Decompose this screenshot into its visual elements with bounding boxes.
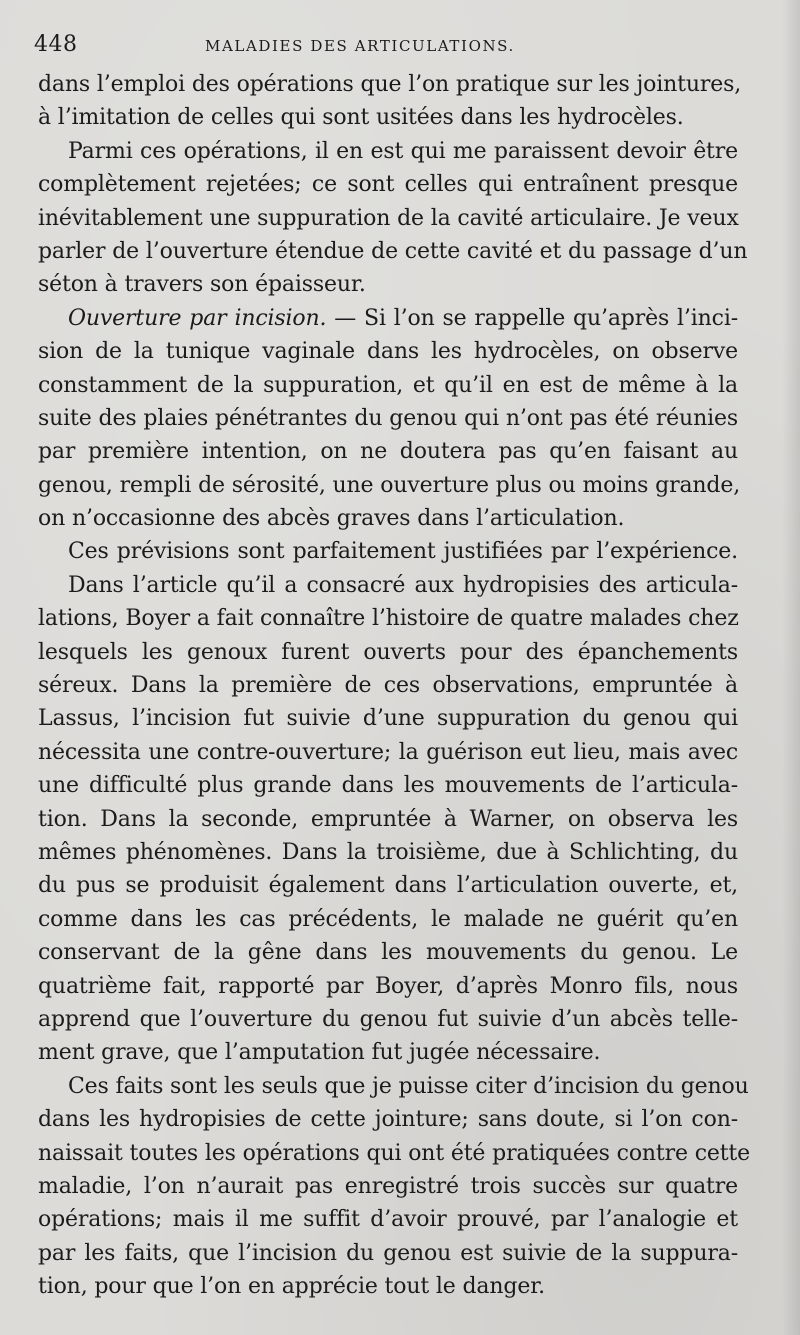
text-line: naissait toutes les opérations qui ont été pratiquées contre cette bbox=[38, 1140, 750, 1166]
text-line: genou, rempli de sérosité, une ouverture plus ou moins grande, bbox=[38, 472, 741, 498]
page-edge-shadow bbox=[782, 0, 800, 1335]
text-line-section-heading bbox=[38, 302, 738, 335]
text-line: tion. Dans la seconde, empruntée à Warner, on observa les bbox=[38, 806, 738, 832]
text-line: lations, Boyer a fait connaître l’histoire de quatre malades chez bbox=[38, 606, 739, 632]
text-line: Lassus, l’incision fut suivie d’une suppuration du genou qui bbox=[38, 706, 738, 732]
text-line: ment grave, que l’amputation fut jugée nécessaire. bbox=[38, 1040, 601, 1066]
text-line: du pus se produisit également dans l’articulation ouverte, et, bbox=[38, 873, 738, 899]
text-line: Parmi ces opérations, il en est qui me paraissent devoir être bbox=[68, 138, 738, 164]
text-line: on n’occasionne des abcès graves dans l’articulation. bbox=[38, 506, 625, 532]
text-line: Dans l’article qu’il a consacré aux hydropisies des articula- bbox=[68, 572, 738, 598]
text-line: une difficulté plus grande dans les mouvements de l’articula- bbox=[38, 773, 738, 799]
text-line: lesquels les genoux furent ouverts pour des épanchements bbox=[38, 639, 738, 665]
text-line: par les faits, que l’incision du genou est suivie de la suppura- bbox=[38, 1240, 738, 1266]
text-line: séreux. Dans la première de ces observations, empruntée à bbox=[38, 673, 738, 699]
text-line: Ces faits sont les seuls que je puisse citer d’incision du genou bbox=[68, 1073, 749, 1099]
text-line: constamment de la suppuration, et qu’il en est de même à la bbox=[38, 372, 738, 398]
text-line: complètement rejetées; ce sont celles qui entraînent presque bbox=[38, 172, 738, 198]
text-line: à l’imitation de celles qui sont usitées dans les hydrocèles. bbox=[38, 105, 684, 131]
section-heading-continuation: — Si l’on se rappelle qu’après l’inci- bbox=[334, 305, 738, 331]
text-line: nécessita une contre-ouverture; la guérison eut lieu, mais avec bbox=[38, 739, 738, 765]
text-line: suite des plaies pénétrantes du genou qui n’ont pas été réunies bbox=[38, 405, 738, 431]
text-line: comme dans les cas précédents, le malade ne guérit qu’en bbox=[38, 906, 738, 932]
text-line: apprend que l’ouverture du genou fut suivie d’un abcès telle- bbox=[38, 1006, 738, 1032]
section-heading: Ouverture par incision. bbox=[68, 305, 327, 331]
text-line: tion, pour que l’on en apprécie tout le danger. bbox=[38, 1274, 546, 1300]
text-line: dans l’emploi des opérations que l’on pratique sur les jointures, bbox=[38, 72, 742, 97]
text-line: inévitablement une suppuration de la cavité articulaire. Je veux bbox=[38, 205, 739, 231]
text-line: quatrième fait, rapporté par Boyer, d’après Monro fils, nous bbox=[38, 973, 738, 999]
text-line: parler de l’ouverture étendue de cette cavité et du passage d’un bbox=[38, 238, 748, 264]
page-header bbox=[34, 32, 754, 62]
text-line: dans les hydropisies de cette jointure; sans doute, si l’on con- bbox=[38, 1107, 738, 1133]
text-line: sion de la tunique vaginale dans les hydrocèles, on observe bbox=[38, 339, 738, 365]
text-line: par première intention, on ne doutera pas qu’en faisant au bbox=[38, 439, 738, 465]
text-line: conservant de la gêne dans les mouvements du genou. Le bbox=[38, 940, 738, 966]
page-number: 448 bbox=[34, 32, 78, 57]
text-line: séton à travers son épaisseur. bbox=[38, 272, 366, 298]
running-title: MALADIES DES ARTICULATIONS. bbox=[205, 37, 515, 55]
text-line: Ces prévisions sont parfaitement justifiées par l’expérience. bbox=[68, 539, 738, 565]
text-line: opérations; mais il me suffit d’avoir prouvé, par l’analogie et bbox=[38, 1207, 738, 1233]
text-line: mêmes phénomènes. Dans la troisième, due à Schlichting, du bbox=[38, 839, 738, 865]
body-text bbox=[38, 68, 750, 1303]
text-line: maladie, l’on n’aurait pas enregistré trois succès sur quatre bbox=[38, 1173, 738, 1199]
